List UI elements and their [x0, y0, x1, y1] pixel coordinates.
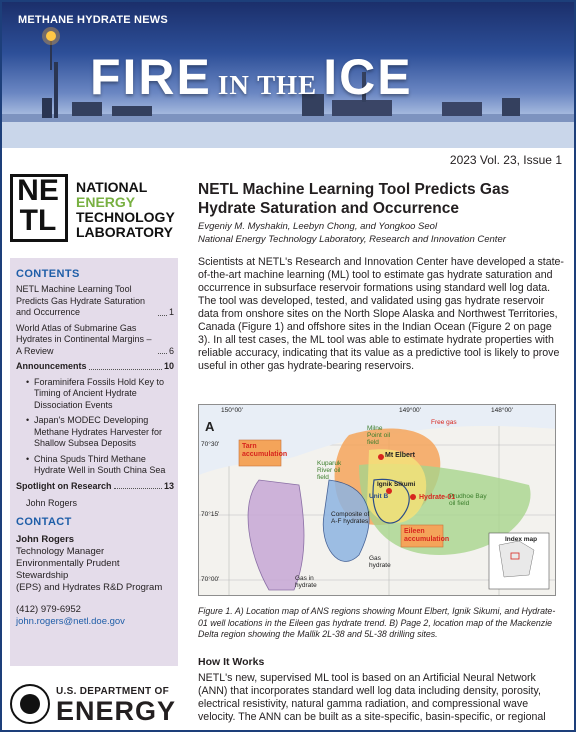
map-label-composite: Composite of A-F hydrates	[331, 511, 370, 525]
logo-line-energy: ENERGY	[76, 194, 136, 210]
contact-details	[16, 534, 174, 628]
map-lat-label: 70°30'	[201, 441, 220, 448]
map-panel-label: A	[205, 419, 215, 434]
spotlight-name: John Rogers	[26, 498, 78, 508]
map-label-milne: Milne Point oil field	[367, 425, 391, 446]
announcement-list	[26, 377, 174, 477]
doe-logo	[10, 684, 180, 728]
title-ice: ICE	[323, 49, 413, 105]
doe-seal-icon	[10, 684, 50, 724]
toc-item-spotlight[interactable]	[16, 481, 174, 493]
contact-title: (EPS) and Hydrates R&D Program	[16, 582, 163, 593]
masthead-banner	[2, 2, 574, 148]
map-label-unit-b: Unit B	[369, 493, 389, 500]
toc-item-page: 10	[163, 361, 174, 371]
issue-info: 2023 Vol. 23, Issue 1	[449, 153, 562, 167]
netl-logo	[10, 174, 175, 244]
map-lat-label: 70°00'	[201, 576, 220, 583]
contact-phone: (412) 979-6952	[16, 604, 81, 615]
section-heading: How It Works	[198, 656, 265, 668]
doe-line1: U.S. DEPARTMENT OF	[56, 686, 169, 697]
article-authors	[198, 221, 564, 246]
toc-item-title: Spotlight on Research	[16, 480, 112, 491]
netl-logo-name	[76, 180, 175, 240]
map-label-gas-in-hydrate: Gas in hydrate	[295, 575, 317, 589]
map-lon-label: 149°00'	[399, 407, 421, 414]
list-item[interactable]: • Japan's MODEC Developing Methane Hydrates Harvester for Shallow Subsea Deposits	[26, 415, 174, 450]
netl-logo-letters	[12, 176, 64, 238]
map-label-index-map: Index map	[505, 536, 538, 543]
contact-heading: CONTACT	[16, 516, 72, 528]
table-of-contents	[16, 284, 174, 514]
logo-letters-bottom: TL	[19, 204, 57, 237]
contact-title: Environmentally Prudent Stewardship	[16, 558, 120, 581]
toc-item-title: World Atlas of Submarine Gas Hydrates in Continental Margins – A Review	[16, 322, 152, 356]
figure-location-map	[198, 404, 556, 596]
map-label-kuparuk: Kuparuk River oil field	[317, 460, 342, 481]
toc-item-page: 6	[168, 345, 174, 356]
toc-item[interactable]	[16, 323, 174, 358]
logo-letters-top: NE	[17, 174, 59, 207]
map-lon-label: 150°00'	[221, 407, 243, 414]
map-label-ignik: Ignik Sikumi	[377, 481, 416, 488]
map-label-tarn: Tarn accumulation	[242, 443, 288, 458]
doe-line2: ENERGY	[56, 696, 177, 726]
figure-caption: Figure 1. A) Location map of ANS regions showing Mount Elbert, Ignik Sikumi, and Hydrate-01 well locations in the Eileen gas hydrate trend. B) Page 2, location map of the Mackenzie Delta region showing the Mallik 2L-38 and 5L-38 drilling sites.	[198, 606, 556, 639]
sidebar-panel	[10, 258, 178, 666]
author-affiliation: National Energy Technology Laboratory, Research and Innovation Center	[198, 233, 506, 245]
title-in-the: IN THE	[217, 70, 318, 100]
list-item[interactable]: • Foraminifera Fossils Hold Key to Timing of Ancient Hydrate Dissociation Events	[26, 377, 174, 412]
section-body: NETL's new, supervised ML tool is based on an Artificial Neural Network (ANN) that incorporates standard well log data including density, porosity, electrical resistivity, natural gamma radiation, and compressional wave velocity. The ANN can be built as a site-specific, basin-specific, or regional	[198, 672, 546, 723]
toc-item-title: Announcements	[16, 361, 87, 371]
toc-item-title: NETL Machine Learning Tool Predicts Gas Hydrate Saturation and Occurrence	[16, 284, 146, 317]
contact-email-link[interactable]: john.rogers@netl.doe.gov	[16, 616, 125, 627]
map-label-eileen: Eileen accumulation	[404, 528, 450, 543]
toc-item-page: 13	[163, 480, 174, 491]
newsletter-kicker: METHANE HYDRATE NEWS	[18, 14, 168, 26]
author-names: Evgeniy M. Myshakin, Leebyn Chong, and Yongkoo Seol	[198, 221, 438, 232]
logo-line-laboratory: LABORATORY	[76, 224, 173, 240]
logo-line-national: NATIONAL	[76, 179, 148, 195]
title-fire: FIRE	[90, 49, 212, 105]
map-label-mt-elbert: Mt Elbert	[385, 452, 415, 459]
article	[198, 180, 564, 373]
list-item[interactable]: • China Spuds Third Methane Hydrate Well in South China Sea	[26, 454, 174, 477]
newsletter-title	[90, 48, 413, 106]
contact-title: Technology Manager	[16, 546, 105, 557]
toc-item-page: 1	[168, 307, 174, 317]
article-headline: NETL Machine Learning Tool Predicts Gas Hydrate Saturation and Occurrence	[198, 181, 510, 217]
map-label-gas-hydrate: Gas hydrate	[369, 555, 391, 569]
map-label-prudhoe: Prudhoe Bay oil field	[449, 493, 487, 507]
toc-item[interactable]	[16, 284, 174, 319]
map-lon-label: 148°00'	[491, 407, 513, 414]
map-label-hydrate01: Hydrate-01	[419, 494, 456, 501]
logo-line-technology: TECHNOLOGY	[76, 209, 175, 225]
contents-heading: CONTENTS	[16, 268, 80, 280]
map-label-free-gas: Free gas	[431, 419, 457, 426]
article-body: Scientists at NETL's Research and Innovation Center have developed a state-of-the-art machine learning (ML) tool to estimate gas hydrate saturation and occurrence in subsurface reservoir formations using standard well log data. The tool was developed, tested, and validated using gas hydrate reservoir data from onshore sites on the North Slope Alaska and Northwest Territories, Canada (Figure 1) and offshore sites in the Indian Ocean (Figure 2 on page 3). In all test cases, the ML tool was able to estimate hydrate properties with reliable accuracy, indicating that its value as a predictive tool is likely to prove useful in other gas hydrate-bearing reservoirs.	[198, 256, 564, 372]
map-lat-label: 70°15'	[201, 511, 220, 518]
contact-name: John Rogers	[16, 534, 75, 545]
toc-item-announcements[interactable]	[16, 361, 174, 373]
